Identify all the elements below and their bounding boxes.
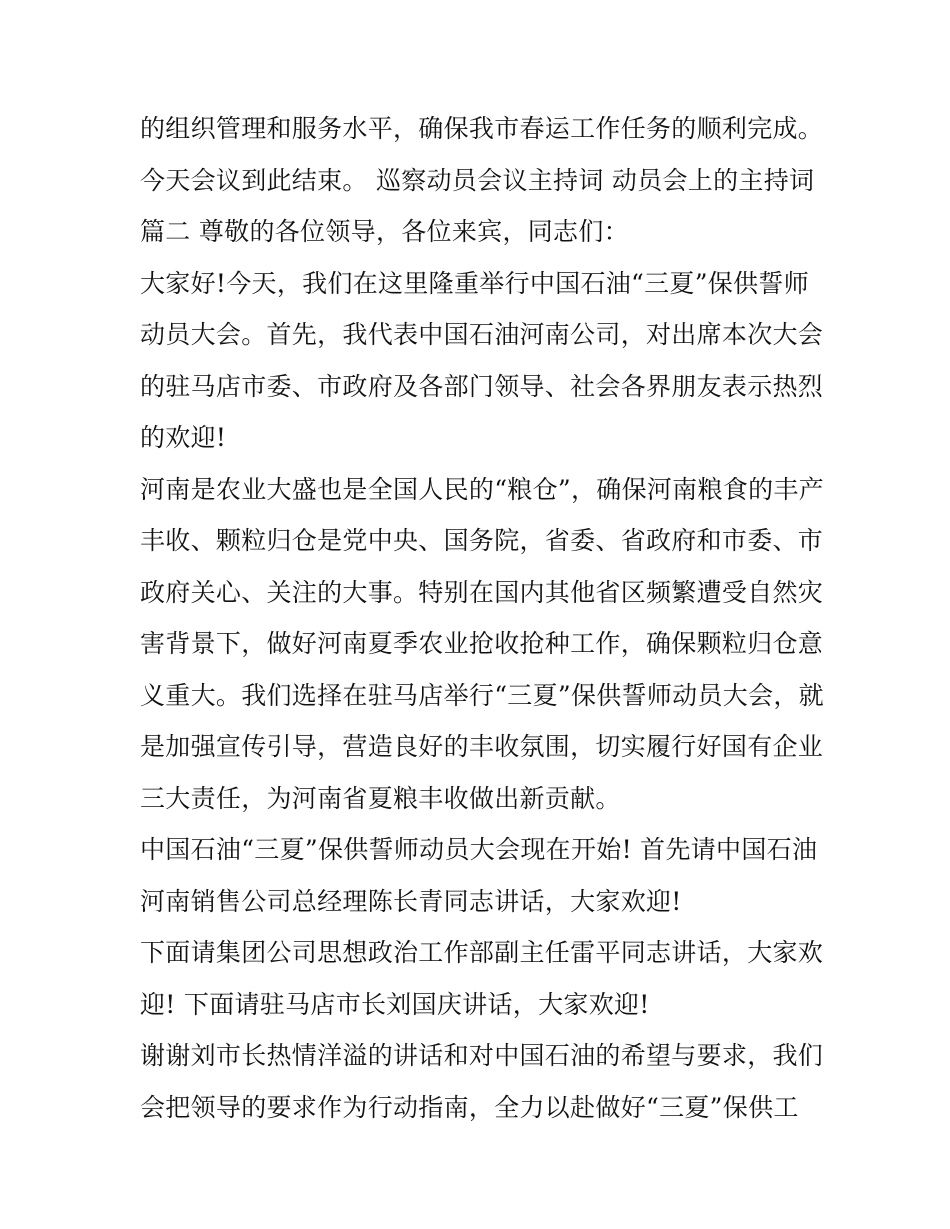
text-line: 迎! 下面请驻马店市长刘国庆讲话，大家欢迎! [140,989,650,1019]
text-line: 的驻马店市委、市政府及各部门领导、社会各界朋友表示热烈 [140,371,824,401]
text-line: 中国石油“三夏”保供誓师动员大会现在开始! 首先请中国石油 [140,835,818,864]
text-line: 篇二 尊敬的各位领导，各位来宾，同志们： [140,217,629,246]
text-line: 是加强宣传引导，营造良好的丰收氛围，切实履行好国有企业 [140,732,824,761]
text-line: 大家好!今天，我们在这里隆重举行中国石油“三夏”保供誓师 [140,268,810,298]
text-line: 的组织管理和服务水平，确保我市春运工作任务的顺利完成。 [140,114,824,143]
text-line: 河南是农业大盛也是全国人民的“粮仓”，确保河南粮食的丰产 [140,474,824,504]
text-line: 三大责任，为河南省夏粮丰收做出新贡献。 [140,783,621,813]
text-line: 动员大会。首先，我代表中国石油河南公司，对出席本次大会 [140,320,824,349]
text-line: 丰收、颗粒归仓是党中央、国务院，省委、省政府和市委、市 [140,526,824,555]
text-line: 政府关心、关注的大事。特别在国内其他省区频繁遭受自然灾 [140,577,824,607]
text-line: 河南销售公司总经理陈长青同志讲话，大家欢迎! [140,886,682,916]
text-line: 害背景下，做好河南夏季农业抢收抢种工作，确保颗粒归仓意 [140,629,824,658]
text-line: 谢谢刘市长热情洋溢的讲话和对中国石油的希望与要求，我们 [140,1041,824,1070]
text-line: 会把领导的要求作为行动指南，全力以赴做好“三夏”保供工 [140,1092,799,1122]
text-line: 的欢迎! [140,423,227,452]
text-line: 下面请集团公司思想政治工作部副主任雷平同志讲话，大家欢 [140,938,824,967]
document-body [140,103,824,1133]
text-line: 义重大。我们选择在驻马店举行“三夏”保供誓师动员大会，就 [140,680,824,710]
text-line: 今天会议到此结束。 巡察动员会议主持词 动员会上的主持词 [140,165,815,195]
